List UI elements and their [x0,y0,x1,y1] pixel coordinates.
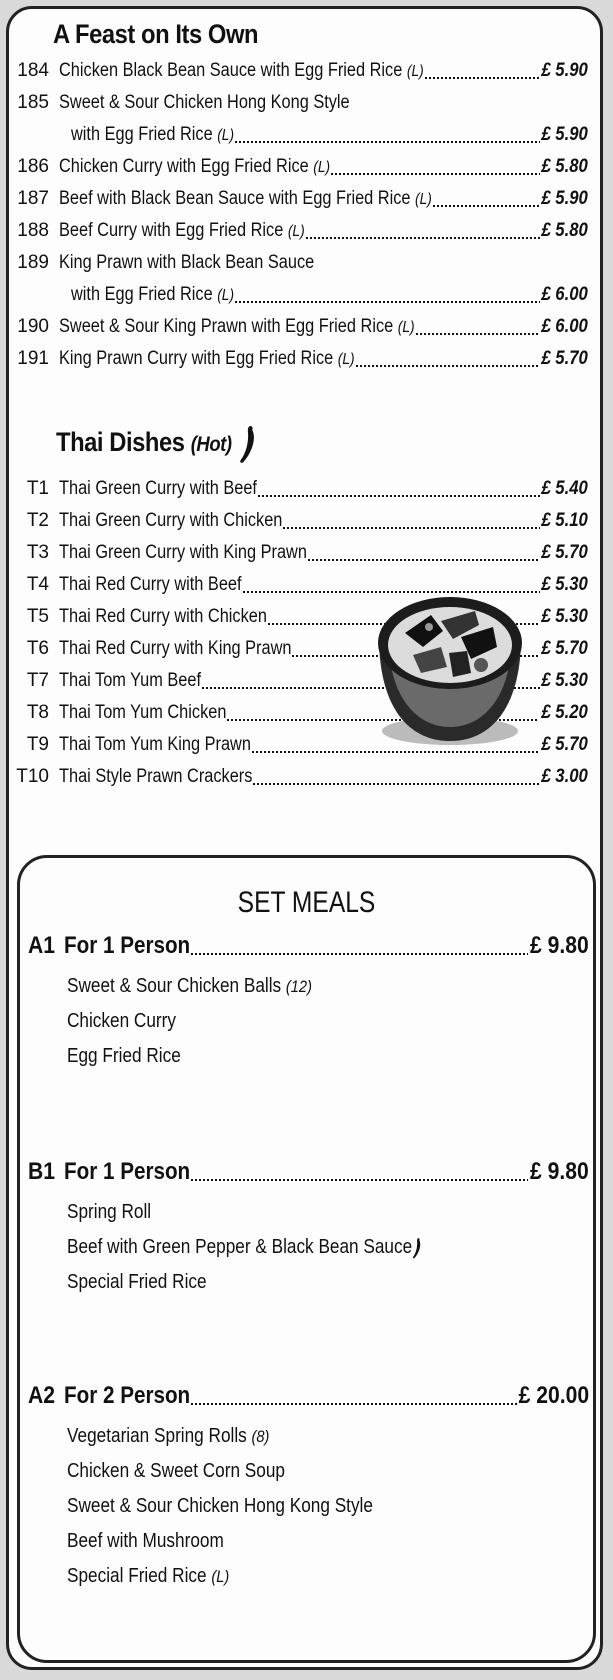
menu-item-row [9,120,600,150]
set-meal-item [67,1421,269,1452]
leader-dots [416,333,540,335]
item-name [71,280,234,311]
leader-dots [308,559,540,561]
set-meal-header [20,1155,593,1189]
set-meal-item [67,1561,229,1592]
item-name-text: with Egg Fried Rice [71,284,213,305]
leader-dots [235,141,539,143]
menu-item-row [9,152,600,182]
leader-dots [306,237,540,239]
item-size: (L) [397,319,415,336]
item-name [59,184,432,215]
set-meal-item [67,1491,373,1521]
set-meal-price: £ 9.80 [530,1158,589,1185]
item-name: Thai Red Curry with Chicken [59,606,267,627]
item-name: Thai Tom Yum Beef [59,670,201,691]
menu-item-row [9,56,600,86]
item-name: Thai Red Curry with Beef [59,574,242,595]
item-price: £ 5.90 [541,188,588,209]
item-price: £ 5.70 [541,638,588,659]
item-price: £ 5.20 [541,702,588,723]
item-number: 185 [17,92,49,113]
set-meal-header [20,929,593,963]
set-meal-item [67,971,312,1002]
item-size: (L) [313,159,331,176]
set-meal-item [67,1526,224,1556]
leader-dots [433,205,540,207]
leader-dots [235,301,539,303]
item-number: T5 [26,606,49,627]
item-name: Thai Tom Yum King Prawn [59,734,251,755]
set-meal-item-text: Beef with Green Pepper & Black Bean Sauce [67,1236,413,1258]
menu-item-row [9,312,600,342]
thai-item-row [9,474,600,504]
set-meal-label: For 2 Person [64,1382,191,1409]
item-price: £ 5.70 [541,734,588,755]
item-name-text: King Prawn with Black Bean Sauce [59,252,315,273]
item-size: (L) [337,351,355,368]
leader-dots [356,365,540,367]
set-meal-code: A1 [28,932,56,959]
item-number: 187 [17,188,49,209]
set-meal-item [67,1006,176,1036]
thai-item-row [9,762,600,792]
item-price: £ 6.00 [541,284,588,305]
chili-icon [238,424,257,464]
set-meal-item-text: Sweet & Sour Chicken Balls [67,975,282,997]
item-price: £ 5.30 [541,606,588,627]
set-meal-item-text: Vegetarian Spring Rolls [67,1425,247,1447]
item-name: Thai Green Curry with King Prawn [59,542,307,563]
item-size: (L) [415,191,432,208]
item-price: £ 5.30 [541,574,588,595]
item-number: T7 [26,670,49,691]
item-name-text: King Prawn Curry with Egg Fried Rice [59,348,334,369]
item-name-text: Sweet & Sour King Prawn with Egg Fried Rice [59,316,394,337]
menu-item-row [9,280,600,310]
item-price: £ 3.00 [541,766,588,787]
set-meal-item-note: (12) [285,977,312,996]
item-price: £ 5.70 [541,348,588,369]
item-name [59,216,305,247]
thai-item-row [9,538,600,568]
item-name-text: Beef Curry with Egg Fried Rice [59,220,284,241]
item-number: T1 [26,478,49,499]
set-meal-item-text: Spring Roll [67,1201,152,1223]
set-meal-item-text: Chicken & Sweet Corn Soup [67,1460,285,1482]
menu-item-row [9,344,600,374]
leader-dots [253,783,539,785]
set-meal-label: For 1 Person [64,1158,191,1185]
item-name-text: with Egg Fried Rice [71,124,213,145]
set-meals-box [17,855,596,1663]
curry-bowl-icon [371,581,529,751]
item-name: Thai Red Curry with King Prawn [59,638,292,659]
leader-dots [283,527,539,529]
thai-subtitle-text: (Hot) [190,433,232,457]
item-number: 190 [17,316,49,337]
set-meal-item-text: Sweet & Sour Chicken Hong Kong Style [67,1495,373,1517]
item-price: £ 5.80 [541,156,588,177]
set-meal-header [20,1379,593,1413]
menu-item-row [9,248,600,278]
item-price: £ 5.40 [541,478,588,499]
item-size: (L) [217,127,235,144]
item-name [59,88,350,118]
item-number: 188 [17,220,49,241]
item-name [59,344,355,375]
menu-item-row [9,88,600,118]
leader-dots [191,1179,528,1181]
item-name: Thai Tom Yum Chicken [59,702,227,723]
leader-dots [258,495,540,497]
item-number: T2 [26,510,49,531]
item-size: (L) [287,223,305,240]
item-price: £ 6.00 [541,316,588,337]
menu-item-row [9,184,600,214]
chili-icon [412,1235,422,1261]
leader-dots [425,77,540,79]
item-number: T3 [26,542,49,563]
item-price: £ 5.80 [541,220,588,241]
feast-section-title: A Feast on Its Own [53,19,259,49]
item-price: £ 5.90 [541,124,588,145]
set-meal-item-text: Chicken Curry [67,1010,176,1032]
item-number: T8 [26,702,49,723]
set-meals-title: SET MEALS [237,886,376,919]
item-price: £ 5.90 [541,60,588,81]
thai-title-text: Thai Dishes [56,427,185,458]
menu-item-row [9,216,600,246]
item-number: 184 [17,60,49,81]
item-name-text: Sweet & Sour Chicken Hong Kong Style [59,92,350,113]
set-meal-item-text: Special Fried Rice [67,1271,207,1293]
leader-dots [191,953,528,955]
thai-section-title [56,424,257,464]
item-name [59,56,424,87]
item-name: Thai Style Prawn Crackers [59,766,253,787]
item-name [59,312,415,343]
set-meal-item-note: (L) [211,1567,230,1586]
item-name-text: Chicken Curry with Egg Fried Rice [59,156,309,177]
item-name-text: Beef with Black Bean Sauce with Egg Fried Rice [59,188,411,209]
set-meal-price: £ 20.00 [518,1382,589,1409]
set-meal-price: £ 9.80 [530,932,589,959]
item-size: (L) [406,63,424,80]
set-meal-item [67,1456,285,1486]
item-name [71,120,234,151]
set-meal-code: A2 [28,1382,56,1409]
item-number: T10 [16,766,49,787]
item-number: 189 [17,252,49,273]
item-name: Thai Green Curry with Beef [59,478,257,499]
set-meal-item [67,1232,422,1262]
item-number: 191 [17,348,49,369]
set-meal-item [67,1041,181,1071]
set-meal-item-note: (8) [251,1427,270,1446]
item-number: T4 [26,574,49,595]
item-price: £ 5.10 [541,510,588,531]
leader-dots [331,173,539,175]
item-number: T9 [26,734,49,755]
item-name [59,248,314,278]
set-meal-item [67,1197,151,1227]
item-size: (L) [217,287,235,304]
set-meal-item [67,1267,207,1297]
thai-item-row [9,506,600,536]
menu-page [6,6,603,1670]
item-name [59,152,330,183]
item-price: £ 5.70 [541,542,588,563]
item-name: Thai Green Curry with Chicken [59,510,283,531]
item-name-text: Chicken Black Bean Sauce with Egg Fried Rice [59,60,403,81]
leader-dots [252,751,540,753]
set-meal-item-text: Special Fried Rice [67,1565,207,1587]
set-meal-item-text: Egg Fried Rice [67,1045,181,1067]
item-number: T6 [26,638,49,659]
leader-dots [191,1403,516,1405]
item-price: £ 5.30 [541,670,588,691]
set-meal-item-text: Beef with Mushroom [67,1530,224,1552]
set-meal-code: B1 [28,1158,56,1185]
item-number: 186 [17,156,49,177]
set-meal-label: For 1 Person [64,932,191,959]
